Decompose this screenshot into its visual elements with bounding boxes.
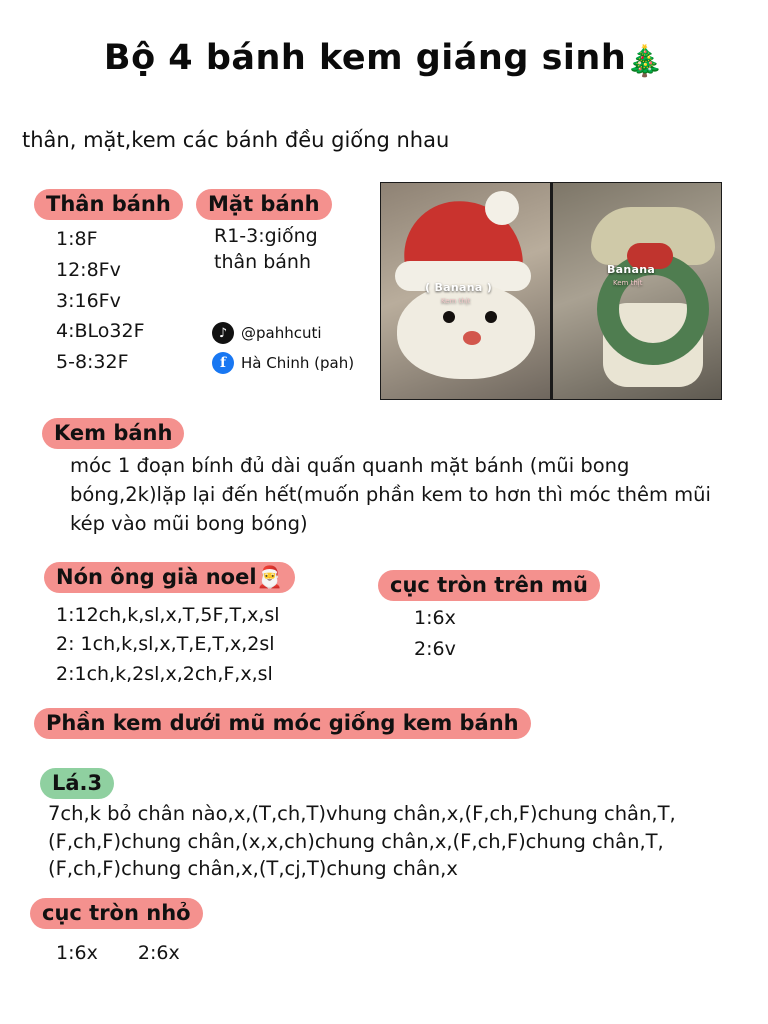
santa-emoji-icon: 🎅 [256, 565, 283, 589]
than-banh-rows [56, 224, 145, 378]
santa-pompom-shape [485, 191, 519, 225]
kem-banh-label: Kem bánh [42, 418, 184, 449]
cuc-tron-nho-label: cục tròn nhỏ [30, 898, 203, 929]
list-item: 3:16Fv [56, 289, 121, 312]
la3-label: Lá.3 [40, 768, 114, 799]
mat-banh-rows [214, 224, 318, 275]
page-title [0, 38, 768, 79]
list-item: 2: 1ch,k,sl,x,T,E,T,x,2sl [56, 633, 275, 656]
kem-banh-body: móc 1 đoạn bính đủ dài quấn quanh mặt bánh (mũi bong bóng,2k)lặp lại đến hết(muốn phần kem to hơn thì móc thêm mũi kép vào mũi bong bóng) [70, 454, 711, 535]
non-label-text: Nón ông già noel [56, 565, 257, 589]
photo-watermark-left: ( Banana ) [425, 281, 493, 294]
non-ong-gia-noel-label [44, 562, 295, 593]
list-item: 1:6x [56, 942, 98, 964]
tiktok-handle[interactable] [212, 322, 322, 344]
section-phan-kem-duoi-mu [34, 708, 531, 739]
section-non-heading [44, 562, 295, 593]
list-item: 2:6v [414, 637, 456, 660]
section-mat-banh-heading [196, 189, 332, 220]
page-subtitle: thân, mặt,kem các bánh đều giống nhau [22, 128, 450, 152]
section-la3-heading [40, 768, 114, 799]
tiktok-icon: ♪ [212, 322, 234, 344]
cuc-tron-nho-rows [56, 938, 180, 969]
than-banh-label: Thân bánh [34, 189, 183, 220]
section-kem-banh-heading [42, 418, 184, 449]
list-item: 1:6x [414, 607, 456, 629]
facebook-handle-text: Hà Chinh (pah) [241, 354, 355, 372]
mat-banh-label: Mặt bánh [196, 189, 332, 220]
list-item: thân bánh [214, 250, 312, 273]
page-title-text: Bộ 4 bánh kem giáng sinh [103, 38, 627, 78]
list-item: 2:6x [137, 942, 180, 964]
photo-half-santa [381, 183, 551, 399]
tiktok-handle-text: @pahhcuti [241, 324, 322, 342]
cuc-tron-tren-mu-label: cục tròn trên mũ [378, 570, 600, 601]
santa-eye-right [485, 311, 497, 323]
project-photo [380, 182, 722, 400]
photo-watermark-left-sub: Kem thịt [441, 297, 471, 305]
list-item: 1:8F [56, 228, 98, 250]
non-rows [56, 601, 280, 689]
section-cuc-tron-nho-heading [30, 898, 203, 929]
list-item: 2:1ch,k,2sl,x,2ch,F,x,sl [56, 662, 273, 685]
photo-half-wreath [551, 183, 721, 399]
list-item: 4:BLo32F [56, 320, 145, 343]
christmas-tree-icon: 🎄 [626, 44, 665, 79]
list-item: 12:8Fv [56, 258, 121, 281]
la3-body: 7ch,k bỏ chân nào,x,(T,ch,T)vhung chân,x,(F,ch,F)chung chân,T,(F,ch,F)chung chân,(x,x,ch)chung chân,x,(F,ch,F)chung chân,T,(F,ch,F)chung chân,x,(T,cj,T)chung chân,x [48, 802, 676, 881]
list-item: 1:12ch,k,sl,x,T,5F,T,x,sl [56, 604, 280, 626]
facebook-handle[interactable] [212, 352, 354, 374]
photo-divider [550, 183, 553, 399]
list-item: R1-3:giống [214, 225, 318, 247]
phan-kem-duoi-mu-label: Phần kem dưới mũ móc giống kem bánh [34, 708, 531, 739]
santa-nose [463, 331, 481, 345]
facebook-icon: f [212, 352, 234, 374]
santa-eye-left [443, 311, 455, 323]
photo-watermark-right: Banana [607, 263, 656, 276]
section-cuc-tron-tren-mu-heading [378, 570, 600, 601]
section-than-banh-heading [34, 189, 183, 220]
photo-watermark-right-sub: Kem thịt [613, 279, 643, 287]
cuc-tron-tren-mu-rows [414, 603, 456, 665]
list-item: 5-8:32F [56, 351, 129, 374]
